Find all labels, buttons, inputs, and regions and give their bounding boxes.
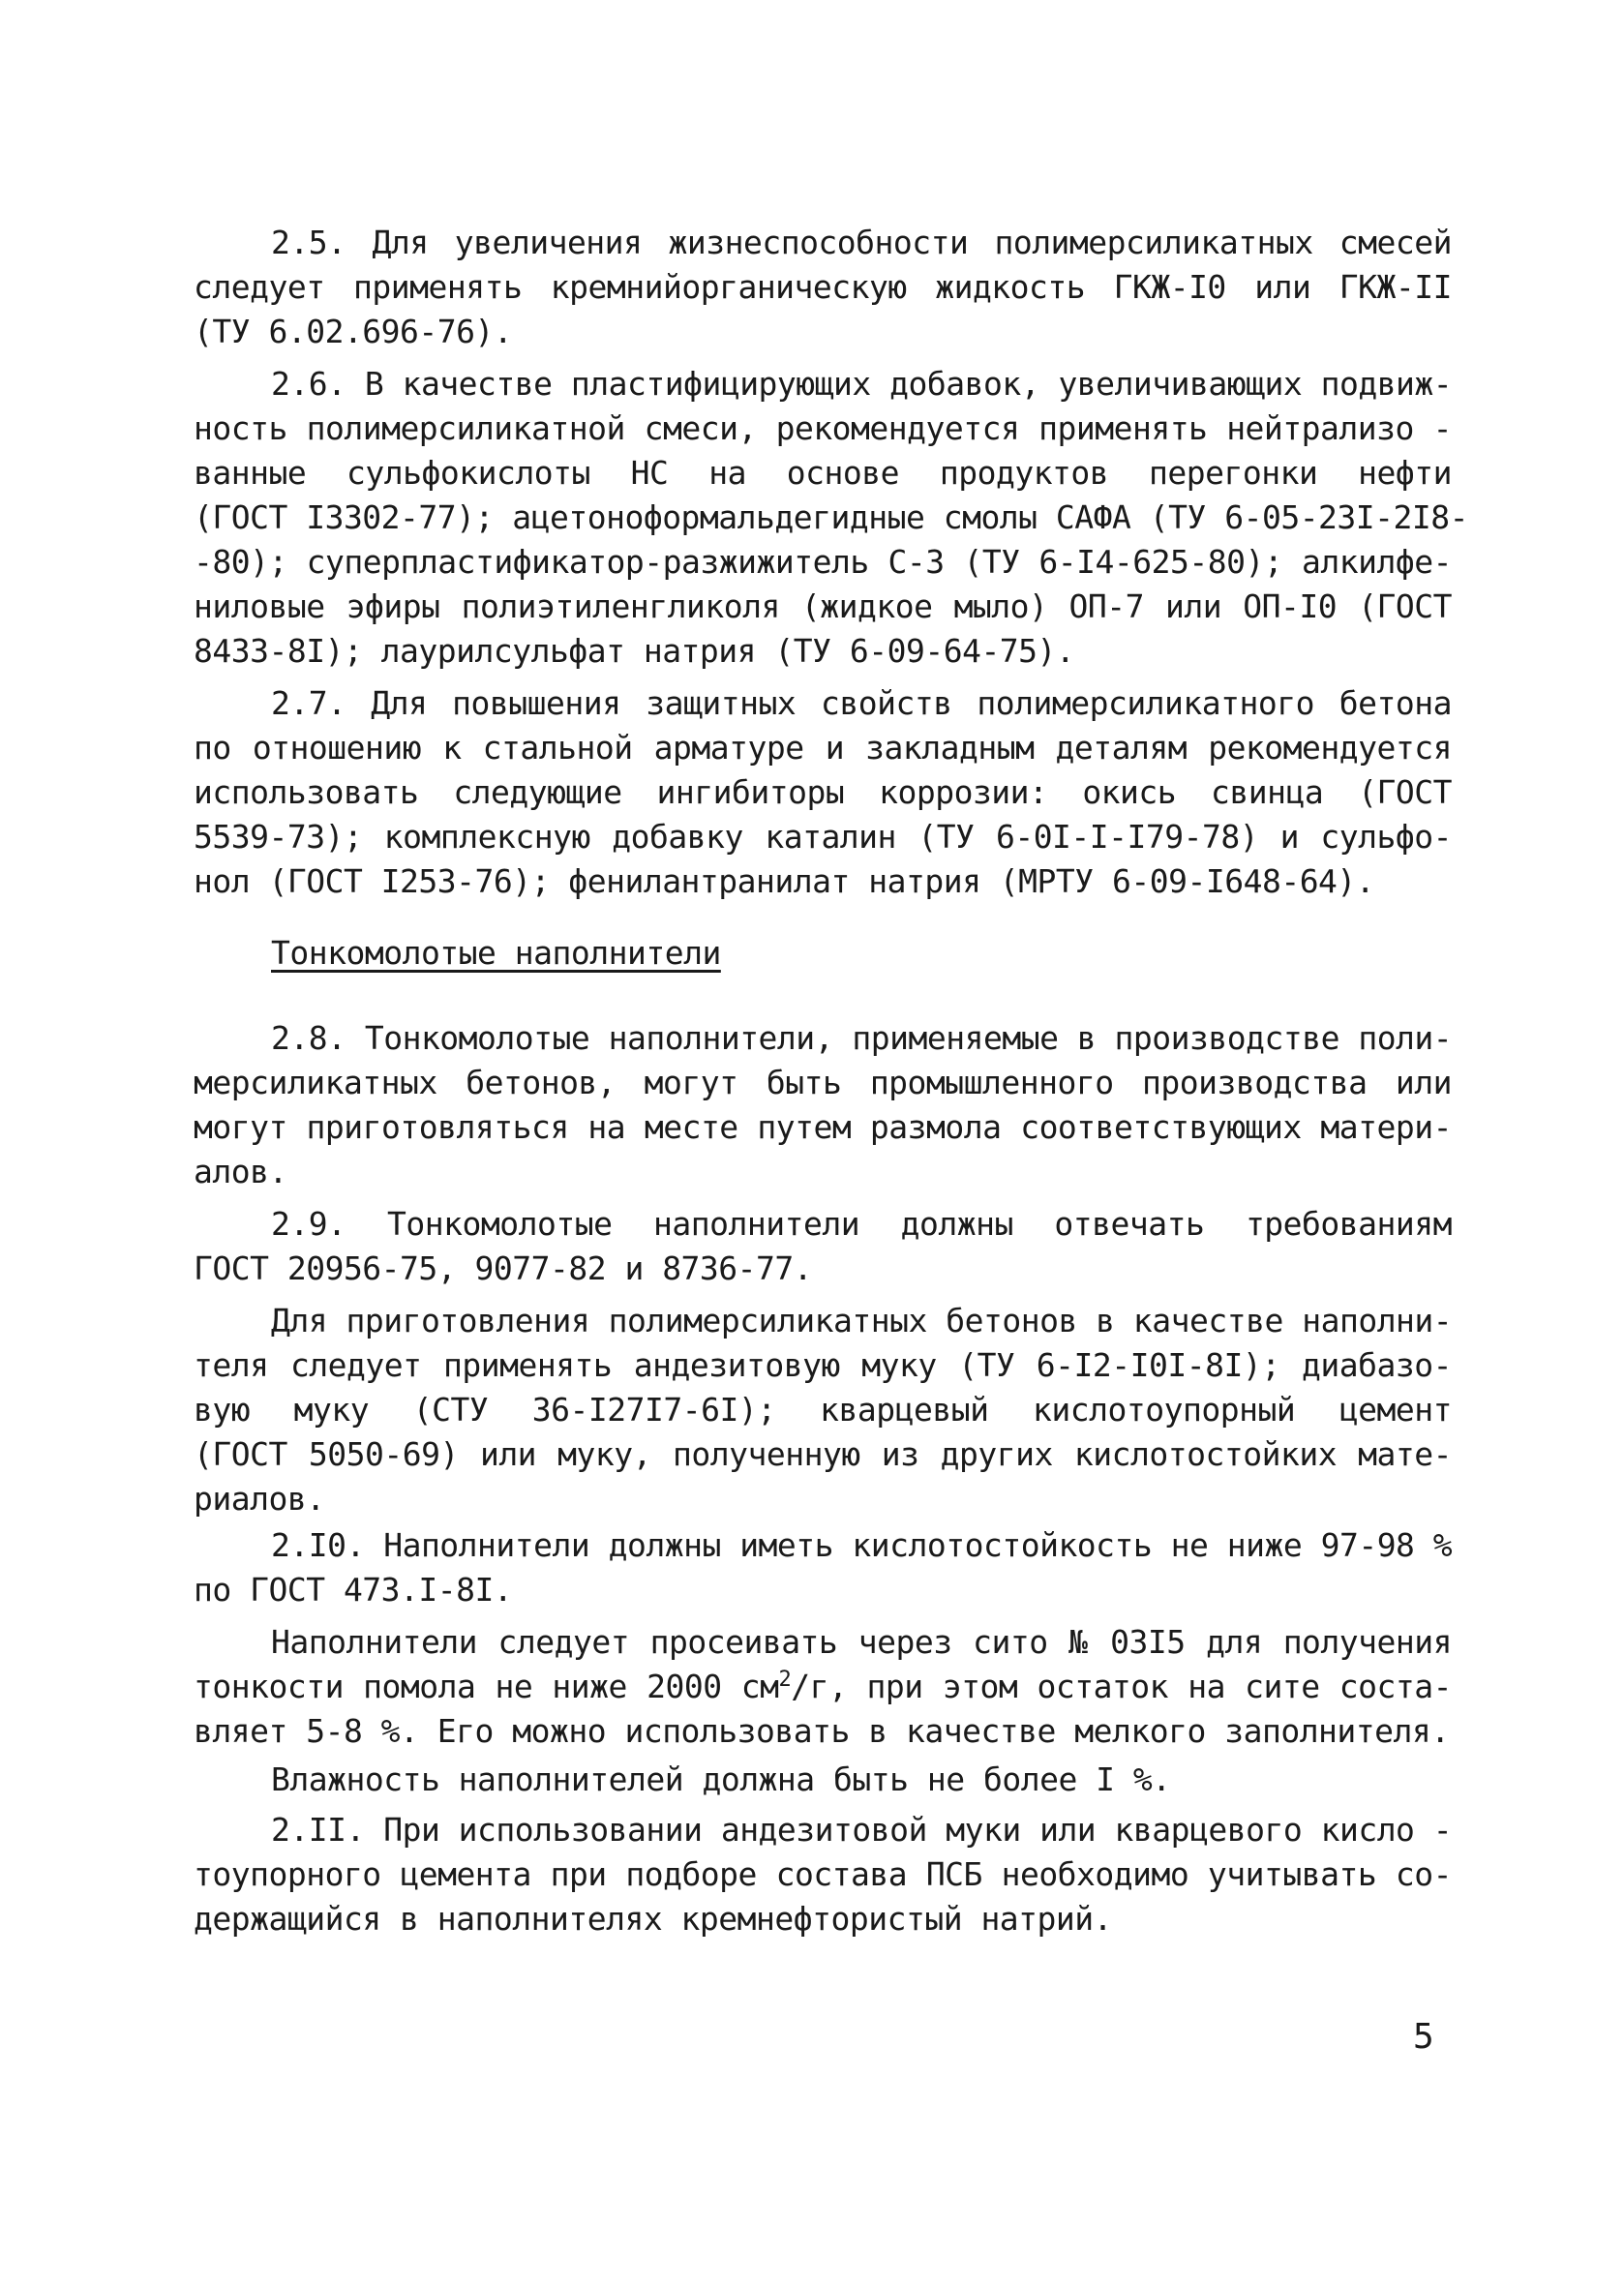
text-line: теля следует применять андезитовую муку (ТУ 6-I2-I0I-8I); диабазо- [194, 1346, 1452, 1384]
text-line: 2.7. Для повышения защитных свойств полимерсиликатного бетона [271, 684, 1452, 722]
text-line: использовать следующие ингибиторы коррозии: окись свинца (ГОСТ [194, 773, 1452, 811]
text-line: 8433-8I); лаурилсульфат натрия (ТУ 6-09-64-75). [194, 632, 1075, 670]
text-line: риалов. [194, 1480, 325, 1518]
text-line: ванные сульфокислоты НС на основе продуктов перегонки нефти [194, 454, 1452, 492]
text-line: 2.I0. Наполнители должны иметь кислотостойкость не ниже 97-98 % [271, 1526, 1453, 1564]
text-line: 2.5. Для увеличения жизнеспособности полимерсиликатных смесей [271, 224, 1452, 261]
text-line: Влажность наполнителей должна быть не более I %. [271, 1760, 1171, 1798]
text-line: по отношению к стальной арматуре и закладным деталям рекомендуется [194, 729, 1452, 767]
text-line: нол (ГОСТ I253-76); фенилантранилат натрия (МРТУ 6-09-I648-64). [194, 862, 1375, 900]
text-line: держащийся в наполнителях кремнефтористый натрий. [194, 1900, 1113, 1938]
text-line: мерсиликатных бетонов, могут быть промышленного производства или [194, 1064, 1452, 1101]
text-line: (ГОСТ 5050-69) или муку, полученную из других кислотостойких мате- [194, 1435, 1452, 1473]
page-number: 5 [1413, 2017, 1434, 2057]
text-line: Для приготовления полимерсиликатных бетонов в качестве наполни- [271, 1302, 1453, 1339]
text-line: следует применять кремнийорганическую жидкость ГКЖ-I0 или ГКЖ-II [194, 268, 1452, 306]
text-line: алов. [194, 1153, 287, 1190]
section-heading: Тонкомолотые наполнители [271, 934, 721, 972]
text-segment: тонкости помола не ниже 2000 см [194, 1668, 779, 1705]
text-line: ГОСТ 20956-75, 9077-82 и 8736-77. [194, 1249, 813, 1287]
text-segment: /г, при этом остаток на сите соста- [791, 1668, 1452, 1705]
text-line: вую муку (СТУ 36-I27I7-6I); кварцевый кислотоупорный цемент [194, 1391, 1452, 1429]
text-line: 5539-73); комплексную добавку каталин (ТУ 6-0I-I-I79-78) и сульфо- [194, 818, 1452, 856]
superscript: 2 [778, 1668, 792, 1692]
text-line: 2.8. Тонкомолотые наполнители, применяемые в производстве поли- [271, 1019, 1453, 1057]
text-line: ниловые эфиры полиэтиленгликоля (жидкое мыло) ОП-7 или ОП-I0 (ГОСТ [194, 587, 1452, 625]
text-line: могут приготовляться на месте путем размола соответствующих матери- [194, 1108, 1452, 1146]
text-line: тоупорного цемента при подборе состава ПСБ необходимо учитывать со- [194, 1855, 1452, 1893]
text-line: (ГОСТ I3302-77); ацетоноформальдегидные смолы САФА (ТУ 6-05-23I-2I8- [194, 498, 1469, 536]
text-line: 2.II. При использовании андезитовой муки или кварцевого кисло - [271, 1811, 1453, 1849]
text-line: 2.9. Тонкомолотые наполнители должны отвечать требованиям [271, 1205, 1452, 1243]
text-line-with-superscript [194, 1665, 1452, 1709]
text-line: ность полимерсиликатной смеси, рекомендуется применять нейтрализо - [194, 409, 1452, 447]
text-line: Наполнители следует просеивать через сито № 03I5 для получения [271, 1623, 1452, 1661]
text-line: -80); суперпластификатор-разжижитель С-3 (ТУ 6-I4-625-80); алкилфе- [194, 543, 1452, 581]
text-line: (ТУ 6.02.696-76). [194, 313, 513, 350]
text-line: вляет 5-8 %. Его можно использовать в качестве мелкого заполнителя. [194, 1712, 1450, 1750]
text-line: 2.6. В качестве пластифицирующих добавок, увеличивающих подвиж- [271, 365, 1453, 403]
text-line: по ГОСТ 473.I-8I. [194, 1571, 513, 1609]
